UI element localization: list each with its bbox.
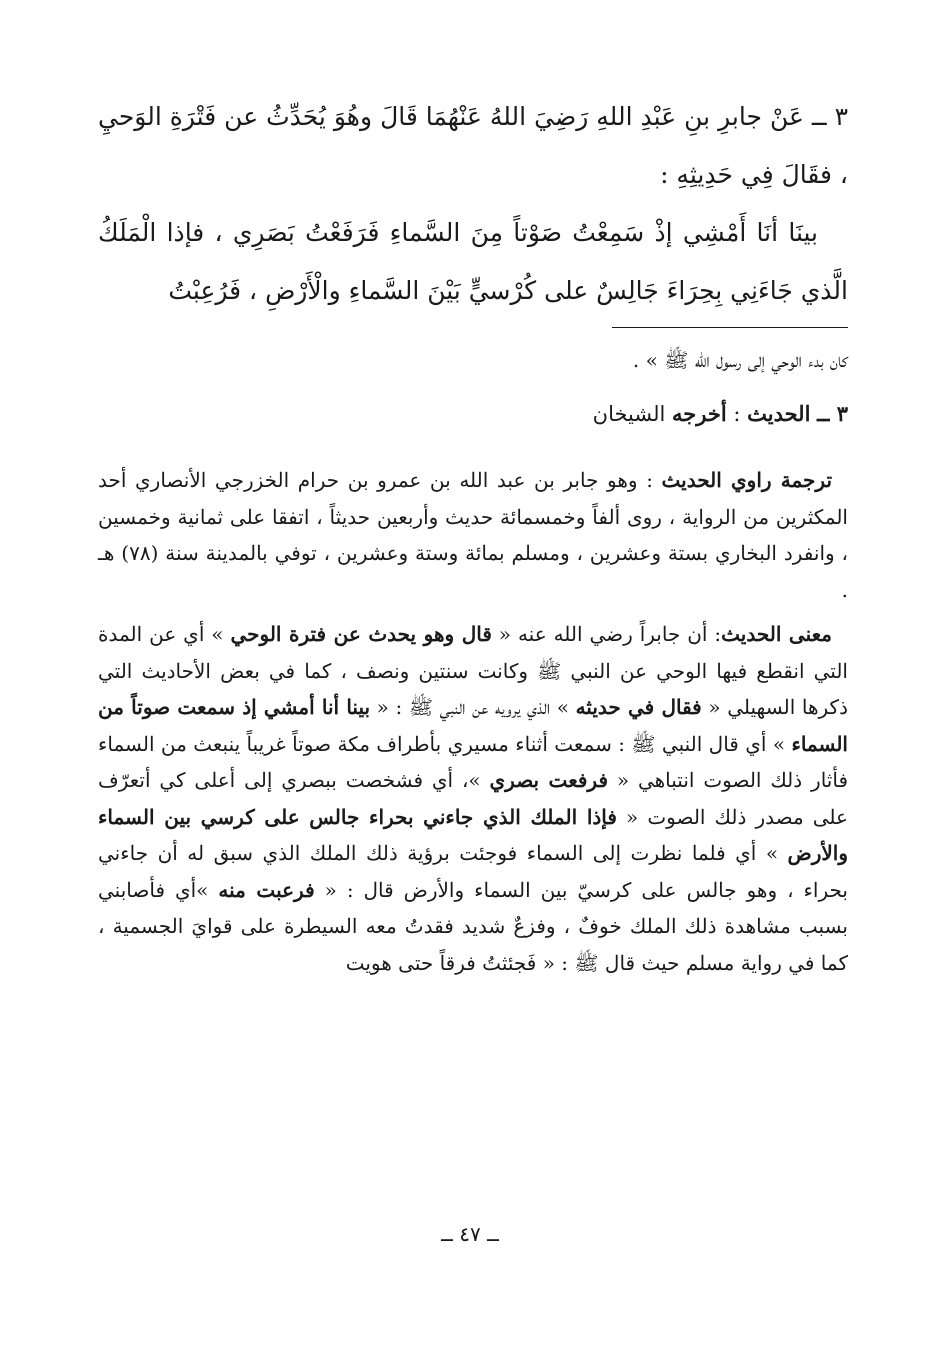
quoted-phrase: فقال في حديثه	[575, 695, 702, 719]
meaning-text: »، أي فشخصت ببصري إلى أعلى كي أتعرّف على مصدر ذلك الصوت «	[98, 768, 848, 829]
quoted-phrase: فرعبت منه	[218, 877, 315, 902]
hadith-body: بينَا أنَا أَمْشِي إذْ سَمِعْتُ صَوْتاً مِنَ السَّماءِ فَرَفَعْتُ بَصَرِي ، فإذا الْمَلَكُ الَّذي جَاءَنِي بِحِرَاءَ جَالِسٌ على كُرْسيٍّ بَيْنَ السَّماءِ والْأَرْضِ ، فَرُعِبْتُ	[98, 218, 848, 305]
commentary	[98, 462, 848, 981]
meaning-text: : أن جابراً رضي الله عنه «	[491, 622, 722, 646]
narrator-bio-text: : وهو جابر بن عبد الله بن عمرو بن حرام الخزرجي الأنصاري أحد المكثرين من الرواية ، روى ألفاً وخمسمائة حديث وأربعين حديثاً ، اتفقا على ثمانية وخمسين ، وانفرد البخاري بستة وعشرين ، ومسلم بمائة وستة وعشرين ، توفي بالمدينة سنة (٧٨) هـ .	[98, 468, 848, 602]
reference-separator: :	[733, 402, 741, 426]
reference-source: الشيخان	[592, 402, 666, 426]
narrator-bio-heading: ترجمة راوي الحديث	[661, 468, 833, 492]
footnote-carryover: كان بدء الوحي إلى رسول الله ﷺ » .	[632, 348, 848, 372]
footnotes	[98, 342, 848, 432]
quoted-phrase: فرفعت بصري	[489, 768, 609, 792]
reference-number: ٣ ــ	[817, 401, 848, 426]
meaning-heading: معنى الحديث	[721, 622, 832, 646]
quoted-phrase: قال وهو يحدث عن فترة الوحي	[230, 622, 492, 646]
hadith-reference	[98, 396, 848, 432]
meaning-text: »أي فأصابني بسبب مشاهدة ذلك الملك خوفٌ ، وفزعٌ شديد فقدتُ معه السيطرة على قوايَ الجسمية ، كما في رواية مسلم حيث قال ﷺ : « فَجئثتُ فرقاً حتى هويت	[98, 877, 849, 975]
quoted-phrase: بينا أنا أمشي إذ سمعت صوتاً من السماء	[98, 695, 848, 756]
meaning-text: » أي قال النبي ﷺ : سمعت أثناء مسيري بأطراف مكة صوتاً غريباً ينبعث من السماء فأثار ذلك الصوت انتباهي «	[98, 731, 849, 792]
reference-source-label: أخرجه	[672, 401, 727, 426]
quoted-phrase: فإذا الملك الذي جاءني بحراء جالس على كرسي بين السماء والأرض	[98, 804, 848, 865]
hadith-intro: ٣ ــ عَنْ جابرِ بنِ عَبْدِ اللهِ رَضِيَ اللهُ عَنْهُمَا قَالَ وهُوَ يُحَدِّثُ عن فَتْرَةِ الوَحيِ ، فقَالَ فِي حَدِيثِهِ :	[98, 102, 848, 189]
page-number: ــ ٤٧ ــ	[441, 1222, 499, 1246]
meaning-text: » أي عن المدة التي انقطع فيها الوحي عن النبي ﷺ وكانت سنتين ونصف ، كما في بعض الأحاديث التي ذكرها السهيلي «	[98, 622, 848, 719]
narrator-bio	[98, 462, 848, 608]
reference-label: الحديث	[747, 401, 811, 426]
meaning-text: » أي فلما نظرت إلى السماء فوجئت برؤية ذلك الملك الذي سبق له أن جاءني بحراء ، وهو جالس على كرسيّ بين السماء والأرض قال : «	[98, 841, 848, 902]
hadith-text	[98, 88, 848, 320]
footnote-divider	[612, 327, 848, 328]
meaning-text: » الذي يرويه عن النبي ﷺ : «	[370, 695, 576, 719]
meaning-paragraph	[98, 616, 848, 981]
